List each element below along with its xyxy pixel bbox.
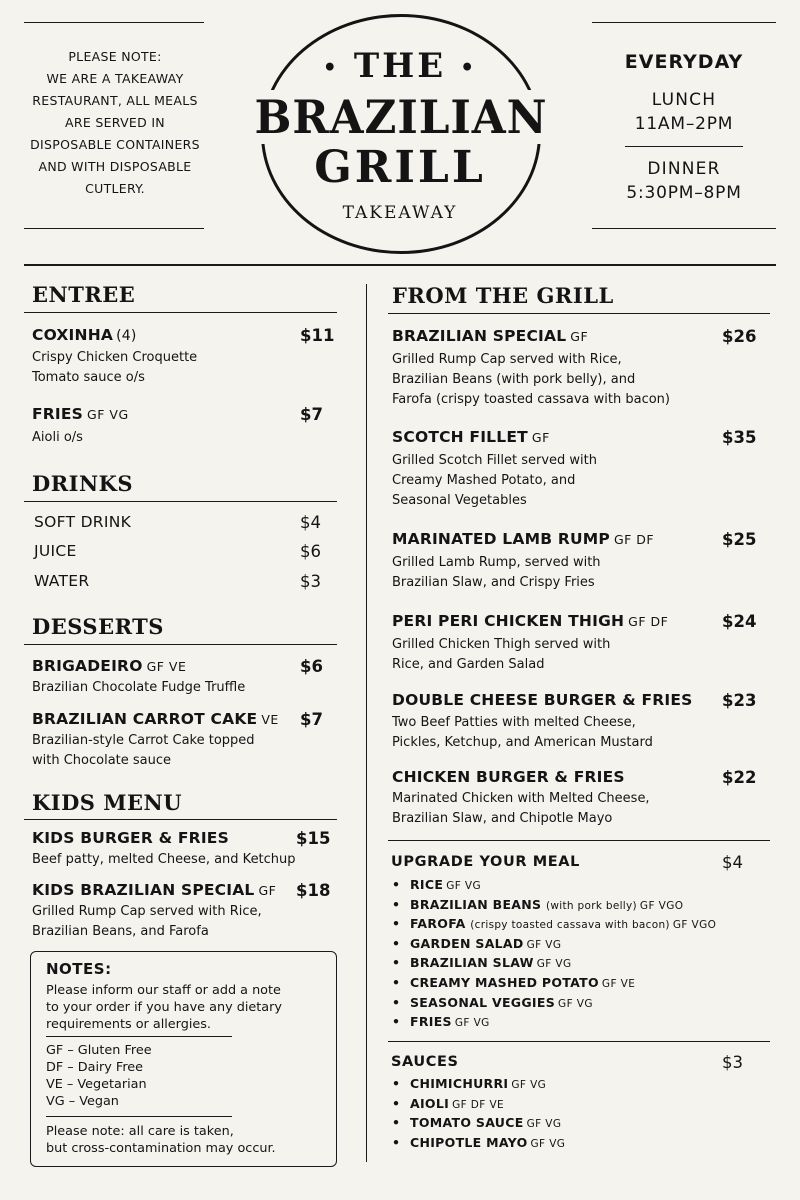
item-description xyxy=(32,348,197,388)
desc-line: Grilled Rump Cap served with Rice, xyxy=(32,904,262,919)
notes-divider xyxy=(46,1036,232,1037)
column-divider xyxy=(366,284,367,1162)
item-name: COXINHA xyxy=(32,326,114,344)
logo-dot: • xyxy=(322,55,340,81)
diet-tags: GF xyxy=(258,883,277,898)
desc-line: Marinated Chicken with Melted Cheese, xyxy=(392,791,650,806)
diet-tags: VE xyxy=(261,712,279,727)
notes-line: to your order if you have any dietary xyxy=(46,1000,282,1015)
option-name: CHIMICHURRI xyxy=(410,1076,509,1091)
menu-item-brigadeiro xyxy=(32,657,186,675)
desc-line: Brazilian Beans (with pork belly), and xyxy=(392,372,636,387)
upgrade-title: UPGRADE YOUR MEAL xyxy=(391,854,580,870)
desc-line: Creamy Mashed Potato, and xyxy=(392,473,576,488)
desc-line: Brazilian Slaw, and Crispy Fries xyxy=(392,575,595,590)
item-name: SCOTCH FILLET xyxy=(392,428,528,446)
desc-line: Grilled Scotch Fillet served with xyxy=(392,453,597,468)
notes-line: but cross-contamination may occur. xyxy=(46,1141,276,1156)
notice-line: DISPOSABLE CONTAINERS xyxy=(30,137,200,152)
item-description xyxy=(32,850,296,870)
section-rule xyxy=(24,312,337,313)
header-divider xyxy=(24,264,776,266)
item-description xyxy=(392,451,597,511)
section-title-kids: KIDS MENU xyxy=(32,790,183,815)
item-price: $22 xyxy=(722,768,757,787)
item-description xyxy=(32,428,83,448)
legend-line: DF – Dairy Free xyxy=(46,1060,144,1075)
notes-footer xyxy=(46,1123,276,1157)
diet-tags: GF VGO xyxy=(639,899,684,912)
section-title-entree: ENTREE xyxy=(32,282,136,307)
diet-tags: GF VG xyxy=(446,880,482,892)
header-left-bottom-rule xyxy=(24,228,204,229)
diet-tags: GF VG xyxy=(526,938,562,951)
menu-item-kids-special xyxy=(32,881,276,899)
notice-line: RESTAURANT, ALL MEALS xyxy=(32,93,198,108)
item-price: $6 xyxy=(300,657,323,676)
item-name: CHICKEN BURGER & FRIES xyxy=(392,768,625,786)
section-rule xyxy=(24,644,337,645)
notice-line: WE ARE A TAKEAWAY xyxy=(46,71,184,86)
item-description xyxy=(32,902,262,942)
notes-intro xyxy=(46,982,282,1033)
item-price: $18 xyxy=(296,881,331,900)
menu-item-peri-peri-chicken xyxy=(392,612,668,630)
sauces-list xyxy=(392,1076,565,1154)
item-description xyxy=(392,713,653,753)
menu-item-chicken-burger xyxy=(392,768,625,786)
section-rule xyxy=(24,819,337,820)
item-price: $3 xyxy=(300,572,321,591)
item-price: $24 xyxy=(722,612,757,631)
diet-tags: GF xyxy=(570,329,589,344)
desc-line: Grilled Rump Cap served with Rice, xyxy=(392,352,622,367)
item-name: BRAZILIAN SPECIAL xyxy=(392,327,567,345)
item-price: $23 xyxy=(722,691,757,710)
diet-tags: GF DF xyxy=(613,532,655,547)
desc-line: Brazilian-style Carrot Cake topped xyxy=(32,733,255,748)
item-price: $6 xyxy=(300,542,321,561)
option-name: CHIPOTLE MAYO xyxy=(410,1134,528,1150)
section-rule xyxy=(388,840,770,841)
header-left-top-rule xyxy=(24,22,204,23)
desc-line: Pickles, Ketchup, and American Mustard xyxy=(392,735,653,750)
desc-line: Brazilian Slaw, and Chipotle Mayo xyxy=(392,811,613,826)
diet-tags: GF VG xyxy=(536,958,572,971)
item-price: $7 xyxy=(300,405,323,424)
diet-tags: GF VG xyxy=(454,1017,490,1030)
desc-line: Aioli o/s xyxy=(32,430,83,445)
logo-takeaway: TAKEAWAY xyxy=(342,203,458,223)
menu-item-scotch-fillet xyxy=(392,428,550,446)
diet-legend xyxy=(46,1042,152,1110)
drink-name: JUICE xyxy=(34,542,77,560)
option-name: BRAZILIAN BEANS xyxy=(410,896,542,912)
menu-item-coxinha xyxy=(32,326,137,344)
item-name: KIDS BRAZILIAN SPECIAL xyxy=(32,881,255,899)
menu-item-lamb-rump xyxy=(392,530,654,548)
desc-line: Beef patty, melted Cheese, and Ketchup xyxy=(32,852,296,867)
notice-line: ARE SERVED IN xyxy=(65,115,165,130)
upgrade-item xyxy=(392,955,716,975)
upgrade-item xyxy=(392,975,716,995)
diet-tags: GF VGO xyxy=(672,919,717,932)
item-price: $26 xyxy=(722,327,757,346)
header-right-top-rule xyxy=(592,22,776,23)
desc-line: Brazilian Beans, and Farofa xyxy=(32,924,209,939)
logo-grill: GRILL xyxy=(314,142,486,193)
option-name: SEASONAL VEGGIES xyxy=(410,994,556,1010)
diet-tags: GF xyxy=(531,430,550,445)
item-description xyxy=(392,350,670,410)
upgrade-item xyxy=(392,897,716,917)
hours-dinner-label: DINNER xyxy=(647,159,721,179)
item-name: BRIGADEIRO xyxy=(32,657,143,675)
notes-line: requirements or allergies. xyxy=(46,1017,212,1032)
desc-line: Grilled Chicken Thigh served with xyxy=(392,637,611,652)
menu-item-carrot-cake xyxy=(32,710,279,728)
desc-line: Grilled Lamb Rump, served with xyxy=(392,555,601,570)
logo-the-text: THE xyxy=(353,46,447,86)
section-title-grill: FROM THE GRILL xyxy=(392,283,614,308)
item-qty: (4) xyxy=(116,328,137,344)
menu-item-brazilian-special xyxy=(392,327,588,345)
header-right-bottom-rule xyxy=(592,228,776,229)
sauces-price: $3 xyxy=(722,1053,743,1072)
sauce-item xyxy=(392,1076,565,1096)
desc-line: Farofa (crispy toasted cassava with bacon) xyxy=(392,392,670,407)
notice-line: PLEASE NOTE: xyxy=(68,49,162,64)
notice-line: AND WITH DISPOSABLE xyxy=(38,159,192,174)
legend-line: VE – Vegetarian xyxy=(46,1077,147,1092)
diet-tags: GF VE xyxy=(146,659,187,674)
desc-line: Crispy Chicken Croquette xyxy=(32,350,198,365)
section-rule xyxy=(24,501,337,502)
item-description xyxy=(392,635,610,675)
hours-lunch-label: LUNCH xyxy=(651,90,717,110)
logo-dot: • xyxy=(460,55,478,81)
option-name: CREAMY MASHED POTATO xyxy=(410,974,599,990)
sauce-item xyxy=(392,1115,565,1135)
desc-line: Brazilian Chocolate Fudge Truffle xyxy=(32,680,246,695)
item-name: FRIES xyxy=(32,405,84,423)
upgrade-item xyxy=(392,1014,716,1034)
hours-dinner-time: 5:30PM–8PM xyxy=(626,183,742,203)
upgrade-list xyxy=(392,877,716,1034)
item-price: $15 xyxy=(296,829,331,848)
sauces-title: SAUCES xyxy=(391,1054,459,1070)
item-price: $11 xyxy=(300,326,335,345)
notes-divider xyxy=(46,1116,232,1117)
notes-line: Please note: all care is taken, xyxy=(46,1124,234,1139)
item-price: $35 xyxy=(722,428,757,447)
upgrade-item xyxy=(392,936,716,956)
drink-name: WATER xyxy=(34,572,90,590)
diet-tags: GF VE xyxy=(601,977,636,990)
drink-name: SOFT DRINK xyxy=(34,513,132,531)
hours-divider xyxy=(625,146,743,147)
item-description xyxy=(32,678,245,698)
upgrade-item xyxy=(392,877,716,897)
option-name: FAROFA xyxy=(410,916,466,932)
desc-line: Two Beef Patties with melted Cheese, xyxy=(392,715,636,730)
desc-line: Tomato sauce o/s xyxy=(32,370,145,385)
item-name: MARINATED LAMB RUMP xyxy=(392,530,610,548)
option-note: (with pork belly) xyxy=(546,899,637,912)
item-description xyxy=(392,789,650,829)
option-name: GARDEN SALAD xyxy=(410,935,524,951)
diet-tags: GF VG xyxy=(558,997,593,1010)
notes-line: Please inform our staff or add a note xyxy=(46,983,281,998)
option-note: (crispy toasted cassava with bacon) xyxy=(470,919,670,932)
section-title-drinks: DRINKS xyxy=(32,471,134,496)
item-description xyxy=(392,553,601,593)
option-name: TOMATO SAUCE xyxy=(410,1115,524,1131)
diet-tags: GF DF VE xyxy=(452,1098,505,1111)
upgrade-item xyxy=(392,916,716,936)
menu-item-fries xyxy=(32,405,129,423)
item-price: $7 xyxy=(300,710,323,729)
upgrade-item xyxy=(392,995,716,1015)
option-name: RICE xyxy=(410,877,444,892)
item-price: $25 xyxy=(722,530,757,549)
option-name: BRAZILIAN SLAW xyxy=(410,955,534,971)
notes-title: NOTES: xyxy=(46,960,112,978)
section-rule xyxy=(388,1041,770,1042)
section-title-desserts: DESSERTS xyxy=(32,614,164,639)
logo-brazilian: BRAZILIAN xyxy=(244,90,558,144)
notice-line: CUTLERY. xyxy=(85,181,145,196)
item-description xyxy=(32,731,255,771)
item-name: DOUBLE CHEESE BURGER & FRIES xyxy=(392,691,693,709)
hours-everyday: EVERYDAY xyxy=(624,51,744,73)
sauce-item xyxy=(392,1135,565,1155)
upgrade-price: $4 xyxy=(722,853,743,872)
sauce-item xyxy=(392,1096,565,1116)
hours-lunch-time: 11AM–2PM xyxy=(634,114,734,134)
item-name: PERI PERI CHICKEN THIGH xyxy=(392,612,625,630)
menu-item-double-cheese-burger xyxy=(392,691,693,709)
diet-tags: GF VG xyxy=(87,407,129,422)
desc-line: with Chocolate sauce xyxy=(32,753,172,768)
menu-item-kids-burger xyxy=(32,829,229,847)
item-price: $4 xyxy=(300,513,321,532)
desc-line: Rice, and Garden Salad xyxy=(392,657,545,672)
item-name: KIDS BURGER & FRIES xyxy=(32,829,229,847)
desc-line: Seasonal Vegetables xyxy=(392,493,527,508)
option-name: FRIES xyxy=(410,1014,452,1030)
diet-tags: GF VG xyxy=(526,1118,562,1131)
item-name: BRAZILIAN CARROT CAKE xyxy=(32,710,258,728)
diet-tags: GF VG xyxy=(511,1079,547,1091)
diet-tags: GF DF xyxy=(628,614,669,629)
section-rule xyxy=(388,313,770,314)
legend-line: GF – Gluten Free xyxy=(46,1043,152,1058)
opening-hours xyxy=(592,48,776,205)
legend-line: VG – Vegan xyxy=(46,1094,119,1109)
diet-tags: GF VG xyxy=(530,1137,566,1150)
option-name: AIOLI xyxy=(410,1095,450,1111)
